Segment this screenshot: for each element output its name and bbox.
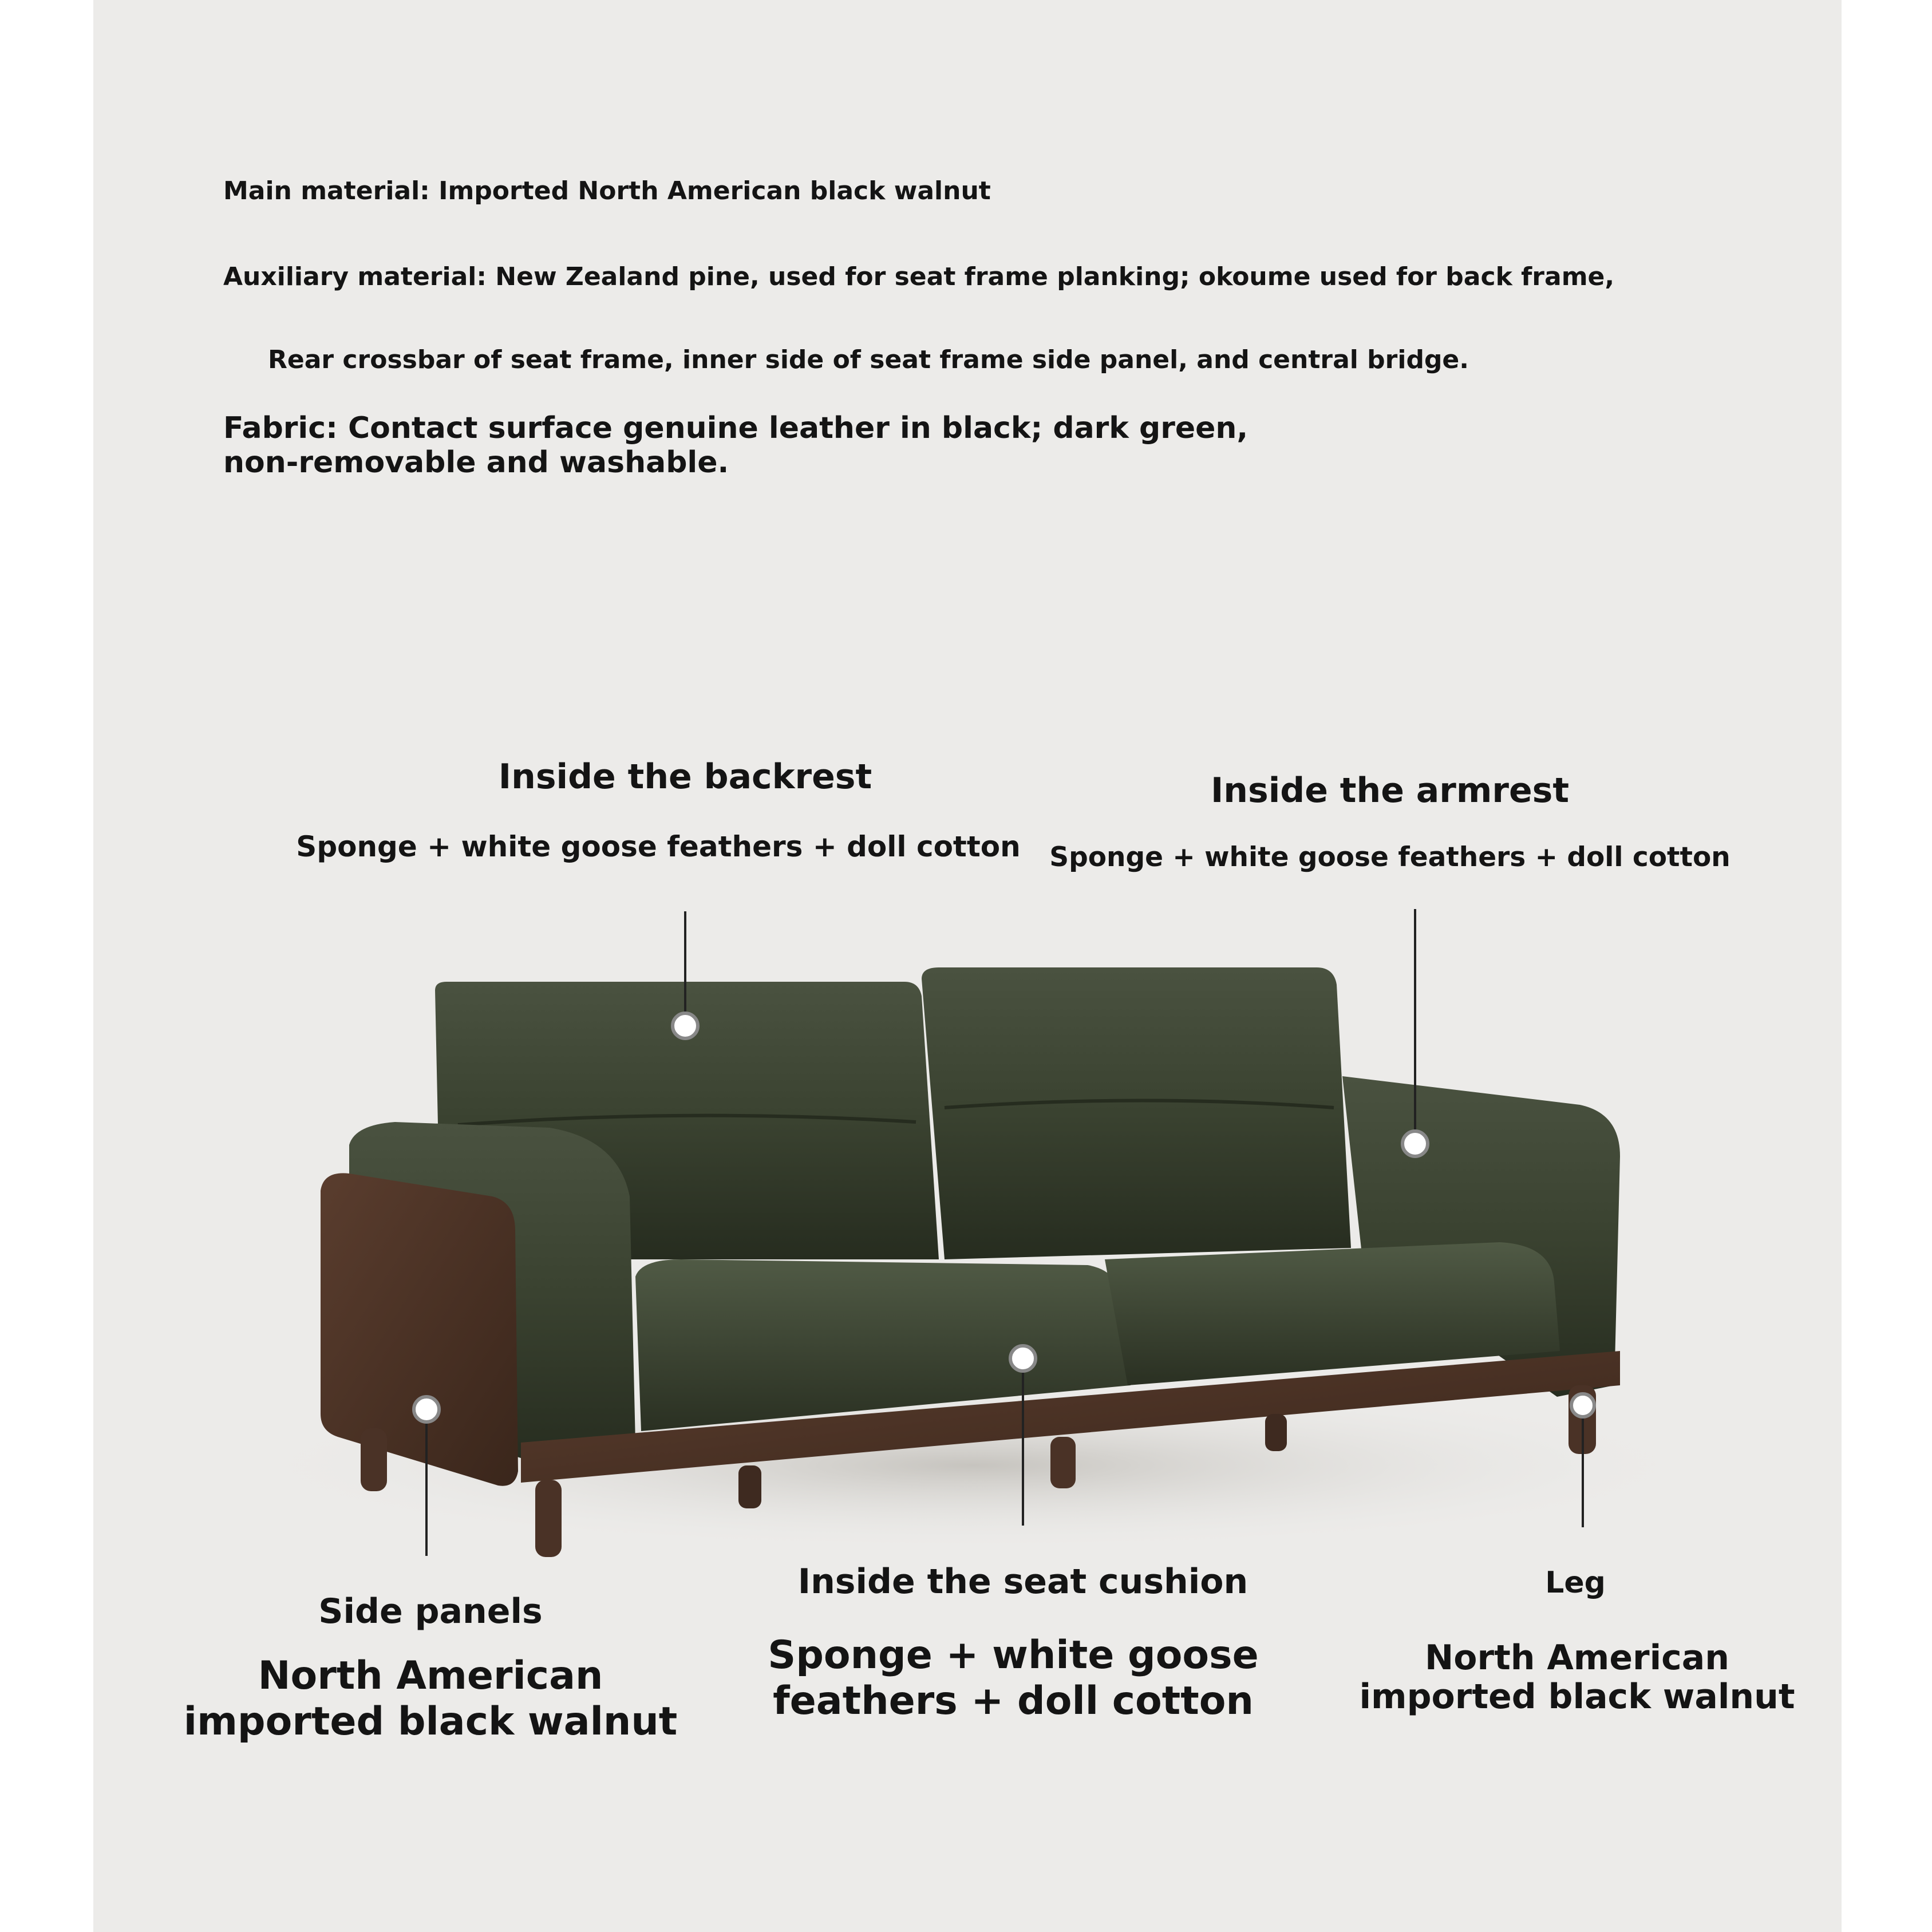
backrest-marker-dot	[673, 1013, 698, 1038]
backrest-callout-text: Sponge + white goose feathers + doll cotton	[296, 830, 1021, 863]
spec-main-material: Main material: Imported North American black walnut	[223, 176, 991, 206]
leg-front-left	[535, 1480, 562, 1557]
armrest-marker-dot	[1402, 1131, 1428, 1156]
leg-text-line1: North American	[1425, 1638, 1729, 1678]
seat-cushion-callout-text	[768, 1633, 1258, 1724]
side-panels-callout-text	[184, 1653, 677, 1745]
leg-callout-text	[1359, 1638, 1795, 1716]
spec-fabric: Fabric: Contact surface genuine leather in black; dark green,	[223, 411, 1249, 445]
leg-front-left-outer	[361, 1428, 387, 1491]
side-panel-left	[321, 1173, 518, 1485]
spec-fabric-continued: non-removable and washable.	[223, 445, 729, 480]
armrest-callout-text: Sponge + white goose feathers + doll cotton	[1049, 841, 1730, 873]
back-cushion-right	[922, 967, 1351, 1259]
armrest-callout-title: Inside the armrest	[1210, 771, 1570, 811]
seat-cushion-callout-title: Inside the seat cushion	[797, 1562, 1249, 1602]
side-panels-marker-dot	[414, 1397, 439, 1422]
spec-auxiliary-material: Auxiliary material: New Zealand pine, used for seat frame planking; okoume used for back frame,	[223, 262, 1615, 291]
leg-callout-title: Leg	[1545, 1566, 1606, 1600]
seat-cushion-text-line1: Sponge + white goose	[768, 1633, 1259, 1678]
leg-front-center	[1050, 1437, 1076, 1488]
seat-cushion-text-line2: feathers + doll cotton	[773, 1678, 1254, 1724]
backrest-callout-title: Inside the backrest	[498, 757, 872, 797]
leg-back-right	[1265, 1414, 1287, 1451]
side-panels-text-line1: North American	[258, 1653, 603, 1698]
leg-marker-dot	[1571, 1394, 1594, 1417]
side-panels-callout-title: Side panels	[318, 1591, 543, 1631]
seat-cushion-marker-dot	[1010, 1346, 1036, 1371]
spec-auxiliary-material-continued: Rear crossbar of seat frame, inner side of seat frame side panel, and central bridge.	[268, 345, 1469, 374]
leg-back-left	[738, 1465, 761, 1508]
side-panels-text-line2: imported black walnut	[183, 1699, 678, 1744]
leg-text-line2: imported black walnut	[1359, 1677, 1795, 1717]
